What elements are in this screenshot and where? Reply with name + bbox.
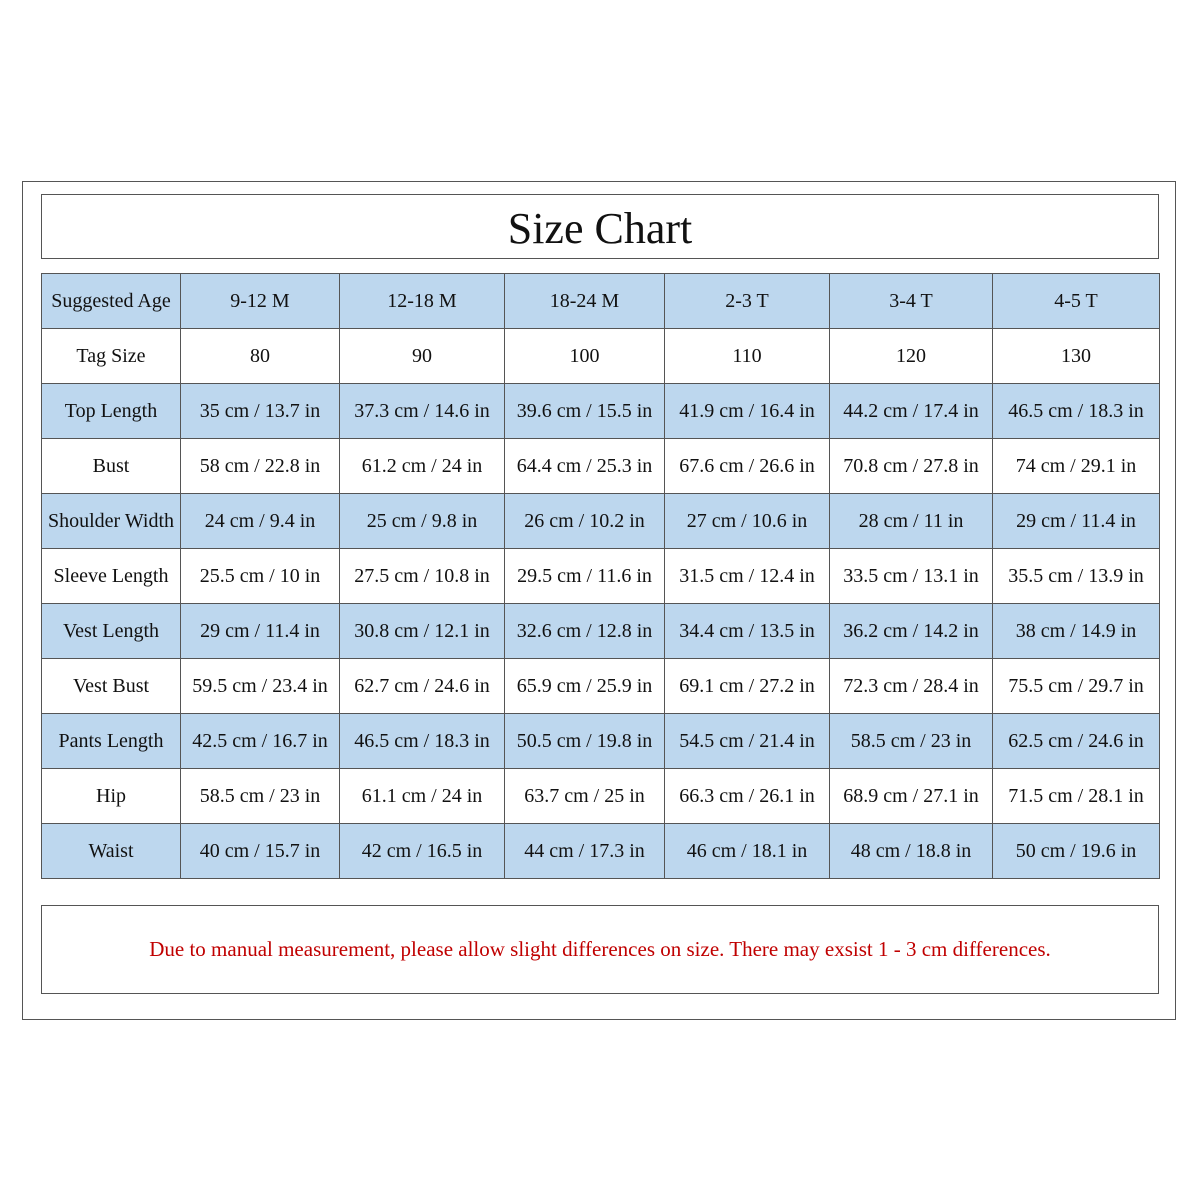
table-cell: 63.7 cm / 25 in: [505, 769, 665, 824]
table-cell: 50.5 cm / 19.8 in: [505, 714, 665, 769]
table-row-bust: [42, 439, 1160, 494]
table-cell: 42 cm / 16.5 in: [340, 824, 505, 879]
table-cell: 67.6 cm / 26.6 in: [665, 439, 830, 494]
table-cell: 90: [340, 329, 505, 384]
table-cell: 50 cm / 19.6 in: [993, 824, 1160, 879]
row-label: Top Length: [42, 384, 181, 439]
table-cell: 29 cm / 11.4 in: [181, 604, 340, 659]
row-label: Sleeve Length: [42, 549, 181, 604]
table-row-hip: [42, 769, 1160, 824]
table-cell: 33.5 cm / 13.1 in: [830, 549, 993, 604]
table-cell: 3-4 T: [830, 274, 993, 329]
table-row-waist: [42, 824, 1160, 879]
table-cell: 69.1 cm / 27.2 in: [665, 659, 830, 714]
table-cell: 130: [993, 329, 1160, 384]
table-cell: 48 cm / 18.8 in: [830, 824, 993, 879]
table-cell: 100: [505, 329, 665, 384]
table-cell: 34.4 cm / 13.5 in: [665, 604, 830, 659]
page-title: Size Chart: [507, 203, 693, 253]
table-cell: 68.9 cm / 27.1 in: [830, 769, 993, 824]
table-cell: 29 cm / 11.4 in: [993, 494, 1160, 549]
table-row-tag-size: [42, 329, 1160, 384]
table-cell: 28 cm / 11 in: [830, 494, 993, 549]
row-label: Waist: [42, 824, 181, 879]
title-box: [41, 194, 1159, 259]
size-table: [41, 273, 1160, 879]
table-cell: 120: [830, 329, 993, 384]
table-cell: 80: [181, 329, 340, 384]
row-label: Shoulder Width: [42, 494, 181, 549]
table-cell: 46.5 cm / 18.3 in: [993, 384, 1160, 439]
table-cell: 42.5 cm / 16.7 in: [181, 714, 340, 769]
note-box: [41, 905, 1159, 994]
table-cell: 24 cm / 9.4 in: [181, 494, 340, 549]
table-cell: 74 cm / 29.1 in: [993, 439, 1160, 494]
table-cell: 41.9 cm / 16.4 in: [665, 384, 830, 439]
table-cell: 37.3 cm / 14.6 in: [340, 384, 505, 439]
table-row-pants-length: [42, 714, 1160, 769]
table-cell: 38 cm / 14.9 in: [993, 604, 1160, 659]
table-cell: 40 cm / 15.7 in: [181, 824, 340, 879]
table-cell: 64.4 cm / 25.3 in: [505, 439, 665, 494]
table-cell: 58.5 cm / 23 in: [181, 769, 340, 824]
table-cell: 12-18 M: [340, 274, 505, 329]
table-cell: 25 cm / 9.8 in: [340, 494, 505, 549]
table-row-vest-length: [42, 604, 1160, 659]
row-label: Pants Length: [42, 714, 181, 769]
table-cell: 70.8 cm / 27.8 in: [830, 439, 993, 494]
table-cell: 61.1 cm / 24 in: [340, 769, 505, 824]
table-row-top-length: [42, 384, 1160, 439]
table-cell: 46 cm / 18.1 in: [665, 824, 830, 879]
table-cell: 35 cm / 13.7 in: [181, 384, 340, 439]
table-cell: 27.5 cm / 10.8 in: [340, 549, 505, 604]
table-cell: 25.5 cm / 10 in: [181, 549, 340, 604]
measurement-note: Due to manual measurement, please allow slight differences on size. There may exsist 1 - 3 cm differences.: [149, 937, 1051, 961]
row-label: Tag Size: [42, 329, 181, 384]
table-cell: 18-24 M: [505, 274, 665, 329]
table-cell: 61.2 cm / 24 in: [340, 439, 505, 494]
table-row-vest-bust: [42, 659, 1160, 714]
table-row-shoulder-width: [42, 494, 1160, 549]
table-cell: 59.5 cm / 23.4 in: [181, 659, 340, 714]
table-cell: 29.5 cm / 11.6 in: [505, 549, 665, 604]
table-cell: 35.5 cm / 13.9 in: [993, 549, 1160, 604]
row-label: Hip: [42, 769, 181, 824]
table-cell: 32.6 cm / 12.8 in: [505, 604, 665, 659]
table-cell: 65.9 cm / 25.9 in: [505, 659, 665, 714]
table-cell: 46.5 cm / 18.3 in: [340, 714, 505, 769]
table-cell: 54.5 cm / 21.4 in: [665, 714, 830, 769]
table-cell: 30.8 cm / 12.1 in: [340, 604, 505, 659]
row-label: Vest Length: [42, 604, 181, 659]
table-cell: 44 cm / 17.3 in: [505, 824, 665, 879]
row-label: Bust: [42, 439, 181, 494]
table-cell: 62.7 cm / 24.6 in: [340, 659, 505, 714]
table-row-sleeve-length: [42, 549, 1160, 604]
table-cell: 44.2 cm / 17.4 in: [830, 384, 993, 439]
table-cell: 31.5 cm / 12.4 in: [665, 549, 830, 604]
table-cell: 71.5 cm / 28.1 in: [993, 769, 1160, 824]
table-cell: 62.5 cm / 24.6 in: [993, 714, 1160, 769]
table-cell: 58 cm / 22.8 in: [181, 439, 340, 494]
table-cell: 58.5 cm / 23 in: [830, 714, 993, 769]
row-label: Vest Bust: [42, 659, 181, 714]
table-cell: 66.3 cm / 26.1 in: [665, 769, 830, 824]
table-cell: 72.3 cm / 28.4 in: [830, 659, 993, 714]
table-cell: 39.6 cm / 15.5 in: [505, 384, 665, 439]
table-cell: 110: [665, 329, 830, 384]
table-cell: 36.2 cm / 14.2 in: [830, 604, 993, 659]
table-row-suggested-age: [42, 274, 1160, 329]
table-cell: 4-5 T: [993, 274, 1160, 329]
table-cell: 27 cm / 10.6 in: [665, 494, 830, 549]
row-label: Suggested Age: [42, 274, 181, 329]
table-cell: 9-12 M: [181, 274, 340, 329]
table-cell: 75.5 cm / 29.7 in: [993, 659, 1160, 714]
table-cell: 26 cm / 10.2 in: [505, 494, 665, 549]
table-cell: 2-3 T: [665, 274, 830, 329]
